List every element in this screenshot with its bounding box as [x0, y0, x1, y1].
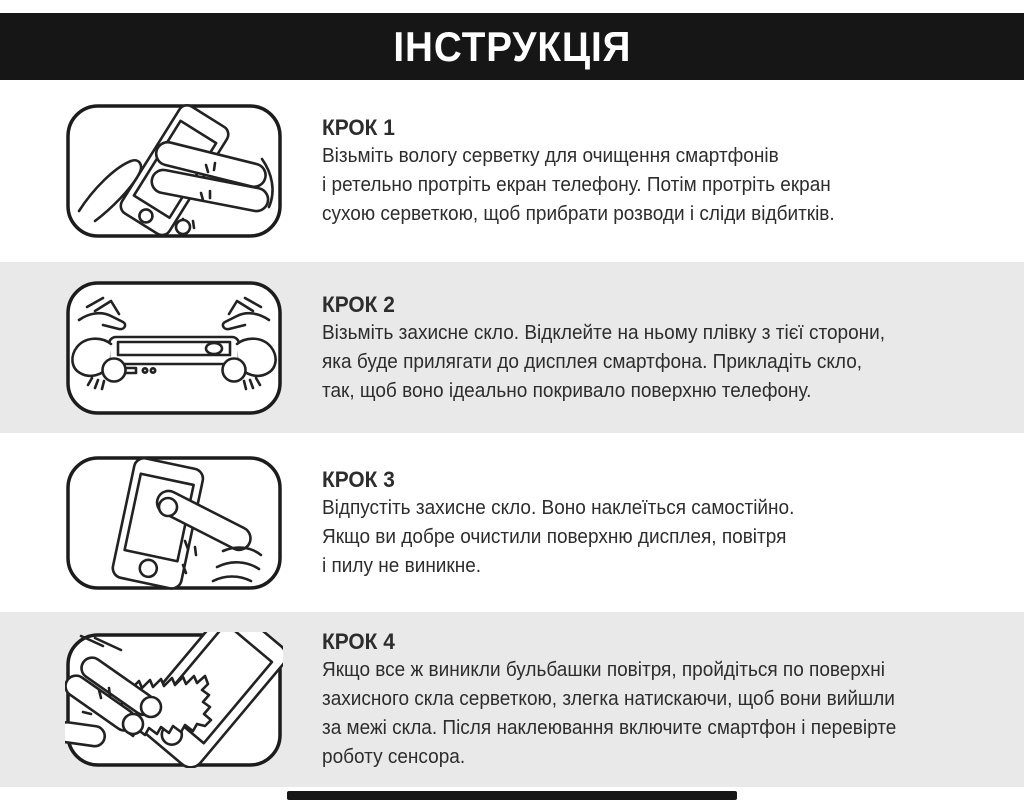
step2-illustration-frame — [65, 280, 283, 416]
finger-tip-icon — [141, 697, 161, 717]
step-line: яка буде прилягати до дисплея смартфона. Прикладіть скло, — [322, 350, 863, 373]
step3-illustration-frame — [65, 455, 283, 591]
step4-text — [322, 627, 1002, 772]
step-row-3 — [0, 433, 1024, 612]
finger-tip-icon — [123, 714, 143, 734]
step-row-1 — [0, 80, 1024, 262]
thumb-tip-icon — [176, 220, 190, 234]
step-line: сухою серветкою, щоб прибрати розводи і сліди відбитків. — [322, 203, 835, 225]
step-label: КРОК 3 — [322, 466, 395, 492]
wipe-phone-with-cloth-icon — [65, 103, 283, 239]
step1-illustration-frame — [65, 103, 283, 239]
step1-text — [322, 113, 1002, 229]
step2-text — [322, 290, 1002, 406]
step-label: КРОК 1 — [322, 115, 395, 140]
step-label: КРОК 4 — [322, 629, 395, 654]
step-line: і ретельно протріть екран телефону. Потім протріть екран — [322, 174, 831, 196]
step-line: Якщо все ж виникли бульбашки повітря, пройдіться по поверхні — [322, 659, 885, 681]
page-title: ІНСТРУКЦІЯ — [392, 22, 631, 70]
step-row-2 — [0, 262, 1024, 433]
step3-text — [322, 465, 1002, 581]
step-line: Візьміть вологу серветку для очищення смартфонів — [322, 145, 779, 167]
step-line: Візьміть захисне скло. Відклейте на ньому плівку з тієї сторони, — [322, 321, 886, 344]
bottom-margin-strip — [0, 787, 1024, 800]
finger-tip-icon — [159, 498, 177, 516]
thumb-tip-icon — [103, 358, 126, 381]
step-line: Якщо ви добре очистили поверхню дисплея, повітря — [322, 525, 787, 548]
finger-press-glass-icon — [65, 455, 283, 591]
top-margin-strip — [0, 0, 1024, 13]
peel-film-icon — [65, 280, 283, 416]
step-line: так, щоб воно ідеально покривало поверхню телефону. — [322, 379, 812, 402]
bottom-black-bar — [287, 791, 737, 800]
step-label: КРОК 2 — [322, 291, 395, 317]
step-line: і пилу не виникне. — [322, 554, 482, 577]
step-line: роботу сенсора. — [322, 746, 466, 768]
wipe-bubbles-cloth-icon — [65, 632, 283, 768]
step-row-4 — [0, 612, 1024, 787]
step4-illustration-frame — [65, 632, 283, 768]
step-line: Відпустіть захисне скло. Воно наклеїться самостійно. — [322, 496, 795, 519]
step-line: захисного скла серветкою, злегка натискаючи, щоб вони вийшли — [322, 688, 895, 710]
step-line: за межі скла. Після наклеювання включите смартфон і перевірте — [322, 717, 897, 739]
header-bar — [0, 13, 1024, 80]
